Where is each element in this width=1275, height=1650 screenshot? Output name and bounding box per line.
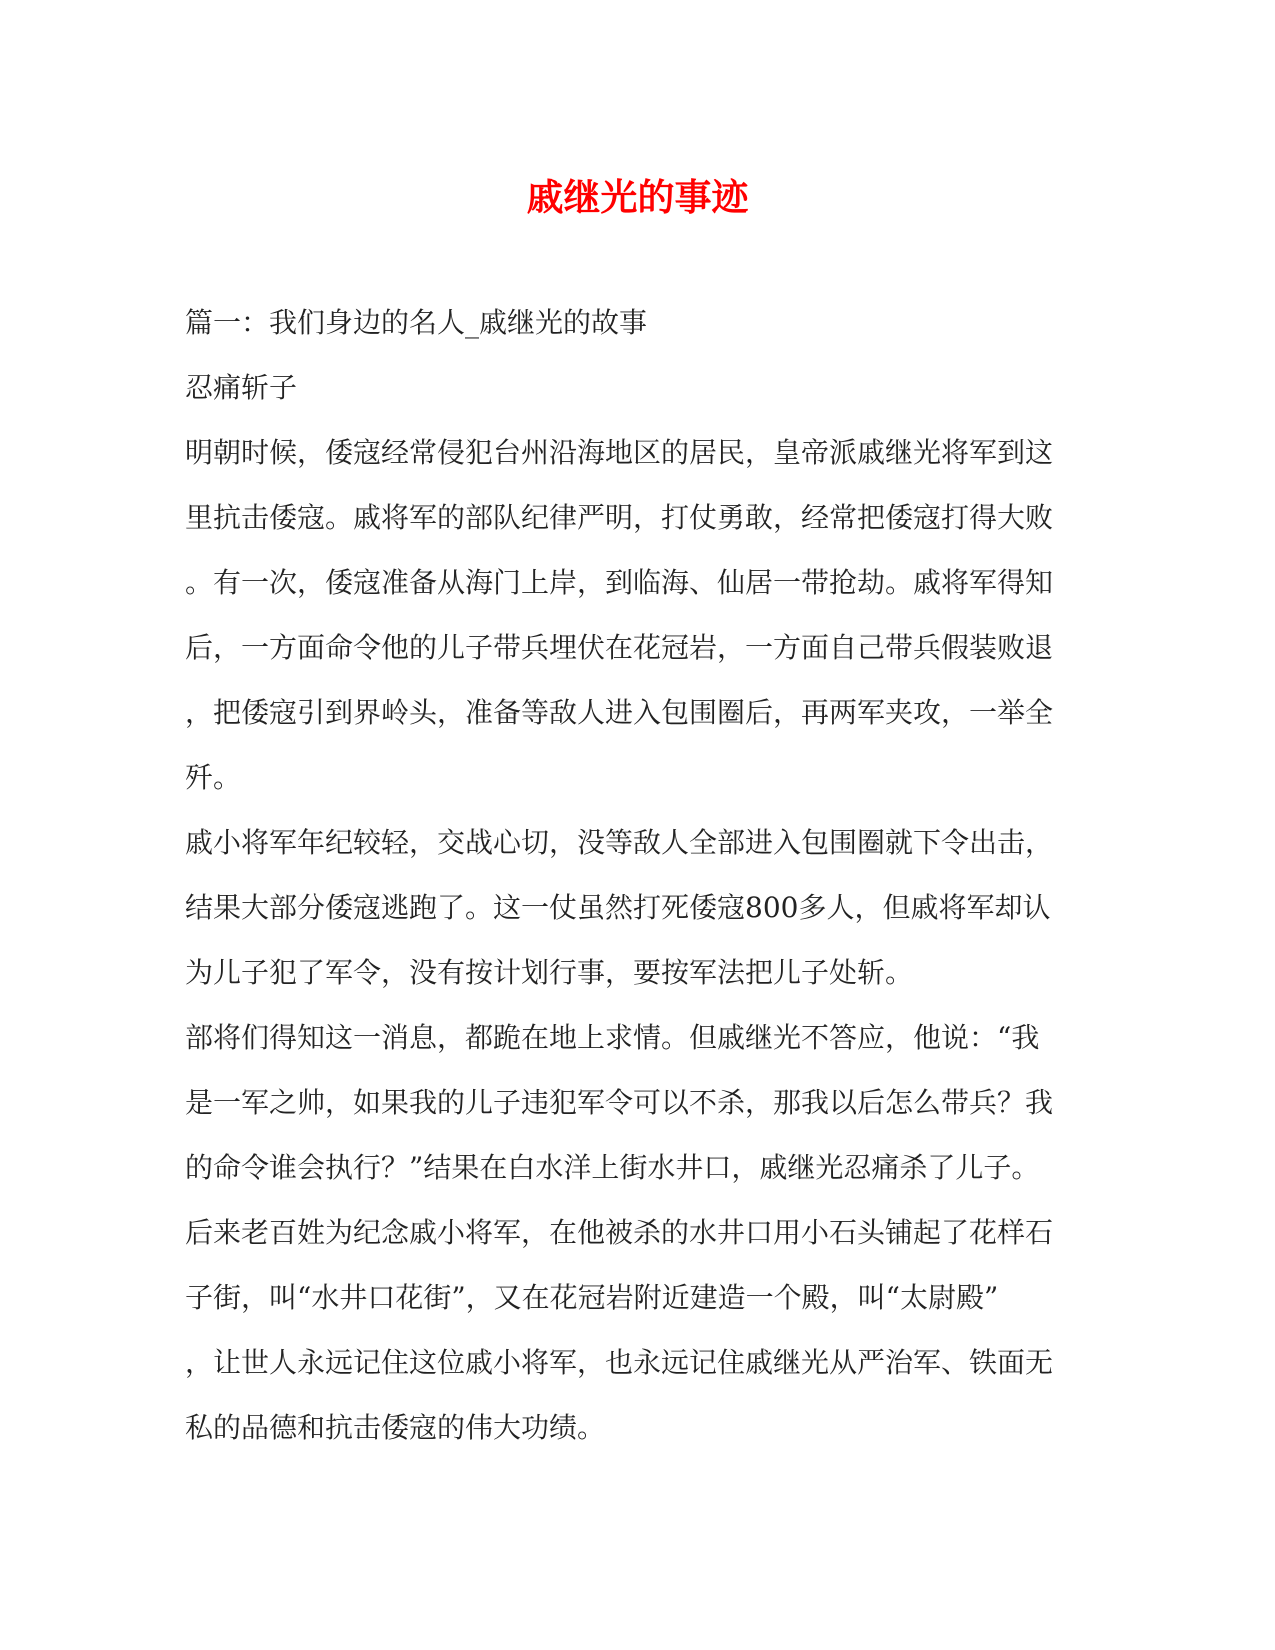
text-line: 子街，叫“水井口花街”，又在花冠岩附近建造一个殿，叫“太尉殿” (185, 1281, 999, 1314)
text-line: 。有一次，倭寇准备从海门上岸，到临海、仙居一带抢劫。戚将军得知 (185, 566, 1054, 599)
text-line: 里抗击倭寇。戚将军的部队纪律严明，打仗勇敢，经常把倭寇打得大败 (185, 501, 1054, 534)
text-line: 为儿子犯了军令，没有按计划行事，要按军法把儿子处斩。 (185, 956, 914, 989)
text-line: 部将们得知这一消息，都跪在地上求情。但戚继光不答应，他说：“我 (185, 1021, 1040, 1054)
text-line: 歼。 (185, 761, 242, 794)
text-line: 是一军之帅，如果我的儿子违犯军令可以不杀，那我以后怎么带兵？我 (185, 1086, 1054, 1119)
document-body (185, 290, 1090, 1460)
text-line: ，让世人永远记住这位戚小将军，也永远记住戚继光从严治军、铁面无 (185, 1346, 1054, 1379)
document-title: 戚继光的事迹 (526, 175, 749, 219)
text-line: 明朝时候，倭寇经常侵犯台州沿海地区的居民，皇帝派戚继光将军到这 (185, 436, 1054, 469)
text-line: ，把倭寇引到界岭头，准备等敌人进入包围圈后，再两军夹攻，一举全 (185, 696, 1054, 729)
text-line: 结果大部分倭寇逃跑了。这一仗虽然打死倭寇800多人，但戚将军却认 (185, 891, 1051, 924)
text-line: 后，一方面命令他的儿子带兵埋伏在花冠岩，一方面自己带兵假装败退 (185, 631, 1054, 664)
text-line: 的命令谁会执行？”结果在白水洋上街水井口，戚继光忍痛杀了儿子。 (185, 1151, 1040, 1184)
text-line: 戚小将军年纪较轻，交战心切，没等敌人全部进入包围圈就下令出击， (185, 826, 1054, 859)
text-line: 私的品德和抗击倭寇的伟大功绩。 (185, 1411, 606, 1444)
text-line: 后来老百姓为纪念戚小将军，在他被杀的水井口用小石头铺起了花样石 (185, 1216, 1054, 1249)
story-subtitle: 忍痛斩子 (185, 371, 298, 404)
section-heading: 篇一：我们身边的名人_戚继光的故事 (185, 306, 648, 339)
